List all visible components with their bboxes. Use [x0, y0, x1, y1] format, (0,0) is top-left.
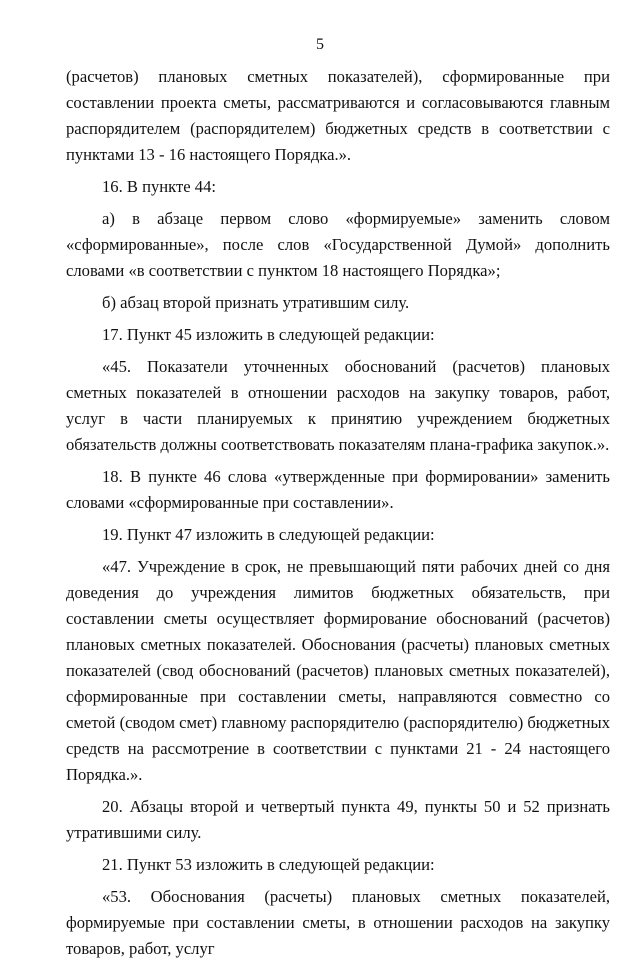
- paragraph: 21. Пункт 53 изложить в следующей редакции:: [102, 855, 435, 874]
- page-number: 5: [316, 36, 324, 53]
- paragraph: б) абзац второй признать утратившим силу.: [102, 293, 410, 312]
- paragraph: «53. Обоснования (расчеты) плановых сметных показателей, формируемые при составлении сметы, в отношении расходов на закупку товаров, работ, услуг: [66, 887, 610, 958]
- document-body: [66, 64, 610, 968]
- paragraph: а) в абзаце первом слово «формируемые» заменить словом «сформированные», после слов «Государственной Думой» дополнить словами «в соответствии с пунктом 18 настоящего Порядка»;: [66, 209, 610, 280]
- paragraph: 16. В пункте 44:: [102, 177, 216, 196]
- paragraph: 18. В пункте 46 слова «утвержденные при формировании» заменить словами «сформированные при составлении».: [66, 467, 610, 512]
- paragraph: 19. Пункт 47 изложить в следующей редакции:: [102, 525, 435, 544]
- paragraph: (расчетов) плановых сметных показателей), сформированные при составлении проекта сметы, рассматриваются и согласовываются главным распорядителем (распорядителем) бюджетных средств в соответствии с пунктами 13 - 16 настоящего Порядка.».: [66, 67, 610, 164]
- paragraph: 20. Абзацы второй и четвертый пункта 49, пункты 50 и 52 признать утратившими силу.: [66, 797, 610, 842]
- paragraph: «45. Показатели уточненных обоснований (расчетов) плановых сметных показателей в отношении расходов на закупку товаров, работ, услуг в части планируемых к принятию учреждением бюджетных обязательств должны соответствовать показателям плана-графика закупок.».: [66, 357, 610, 454]
- paragraph: 17. Пункт 45 изложить в следующей редакции:: [102, 325, 435, 344]
- paragraph: «47. Учреждение в срок, не превышающий пяти рабочих дней со дня доведения до учреждения лимитов бюджетных обязательств, при составлении сметы осуществляет формирование обоснований (расчетов) плановых сметных показателей. Обоснования (расчеты) плановых сметных показателей (свод обоснований (расчетов) плановых сметных показателей), сформированные при составлении сметы, направляются совместно со сметой (сводом смет) главному распорядителю (распорядителю) бюджетных средств на рассмотрение в соответствии с пунктами 21 - 24 настоящего Порядка.».: [66, 557, 610, 784]
